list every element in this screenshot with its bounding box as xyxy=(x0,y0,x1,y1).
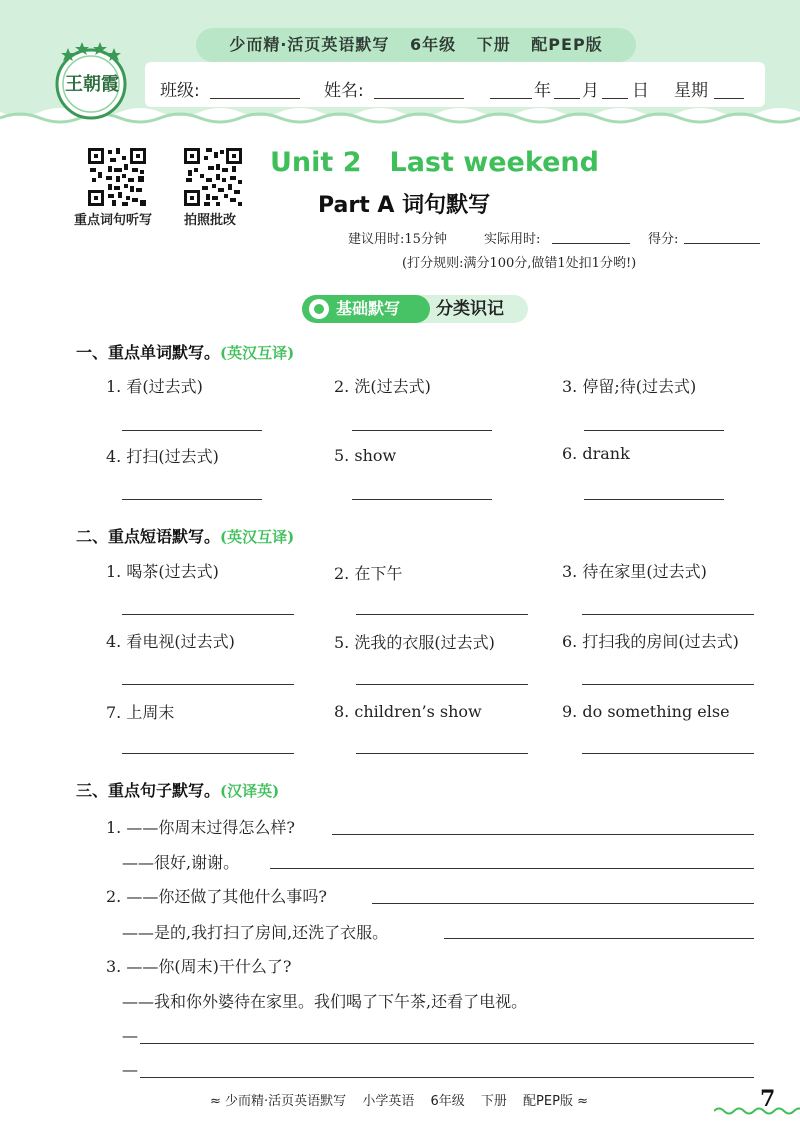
footer-edition: 配PEP版 ≈ xyxy=(523,1094,588,1109)
suggested-time: 建议用时:15分钟 xyxy=(348,232,447,247)
actual-time-label: 实际用时: xyxy=(484,232,541,247)
score-label: 得分: xyxy=(648,232,679,247)
footer-grade: 6年级 xyxy=(430,1094,465,1109)
answer-blank[interactable] xyxy=(582,614,754,615)
answer-blank[interactable] xyxy=(122,614,294,615)
answer-blank[interactable] xyxy=(444,938,754,939)
unit-number: Unit 2 xyxy=(270,147,362,178)
answer-blank[interactable] xyxy=(352,430,492,431)
score-field[interactable] xyxy=(684,243,760,244)
footer-subject: 小学英语 xyxy=(362,1094,415,1109)
class-field[interactable] xyxy=(210,98,300,99)
sentence-prompt: ——是的,我打扫了房间,还洗了衣服。 xyxy=(122,923,389,942)
footer-volume: 下册 xyxy=(480,1094,507,1109)
answer-blank[interactable] xyxy=(332,834,754,835)
badge-sub-label: 分类识记 xyxy=(436,299,504,319)
wave-decoration-icon xyxy=(714,1106,800,1116)
month-field[interactable] xyxy=(554,98,580,99)
phrase-item: 6. 打扫我的房间(过去式) xyxy=(562,632,739,651)
month-label: 月 xyxy=(582,81,599,101)
answer-blank[interactable] xyxy=(582,684,754,685)
series-banner xyxy=(196,28,636,62)
answer-blank[interactable] xyxy=(356,614,528,615)
sentence-prompt: 1. ——你周末过得怎么样? xyxy=(106,818,295,837)
section2-title xyxy=(76,524,294,547)
answer-blank[interactable] xyxy=(122,430,262,431)
phrase-item: 7. 上周末 xyxy=(106,703,175,722)
answer-blank[interactable] xyxy=(122,499,262,500)
year-field[interactable] xyxy=(490,98,532,99)
qr-caption-dictation: 重点词句听写 xyxy=(74,213,153,228)
answer-blank[interactable] xyxy=(582,753,754,754)
week-field[interactable] xyxy=(714,98,744,99)
answer-blank[interactable] xyxy=(584,499,724,500)
answer-blank[interactable] xyxy=(122,684,294,685)
section1-hint: (英汉互译) xyxy=(220,344,295,362)
answer-blank[interactable] xyxy=(352,499,492,500)
name-field[interactable] xyxy=(374,98,464,99)
word-item: 1. 看(过去式) xyxy=(106,377,203,396)
day-field[interactable] xyxy=(602,98,628,99)
phrase-item: 8. children’s show xyxy=(334,702,482,721)
sentence-prompt: 3. ——你(周末)干什么了? xyxy=(106,957,292,976)
series-edition: 配PEP版 xyxy=(531,35,603,54)
phrase-item: 2. 在下午 xyxy=(334,564,403,583)
year-label: 年 xyxy=(534,81,551,101)
word-item: 3. 停留;待(过去式) xyxy=(562,377,697,396)
sentence-prompt: ——很好,谢谢。 xyxy=(122,853,240,872)
sentence-prompt: ——我和你外婆待在家里。我们喝了下午茶,还看了电视。 xyxy=(122,992,528,1011)
student-info-row xyxy=(160,76,760,102)
day-label: 日 xyxy=(632,81,649,101)
phrase-item: 1. 喝茶(过去式) xyxy=(106,562,219,581)
answer-blank[interactable] xyxy=(140,1043,754,1044)
word-item: 6. drank xyxy=(562,444,630,463)
qr-code-icon[interactable] xyxy=(88,148,146,206)
footer-series-name: ≈ 少而精·活页英语默写 xyxy=(210,1094,347,1109)
page-number: 7 xyxy=(760,1086,776,1112)
series-name: 少而精·活页英语默写 xyxy=(229,35,390,54)
phrase-item: 3. 待在家里(过去式) xyxy=(562,562,707,581)
qr-code-icon[interactable] xyxy=(184,148,242,206)
answer-blank[interactable] xyxy=(140,1077,754,1078)
qr-caption-photo-grading: 拍照批改 xyxy=(184,213,237,228)
sentence-prompt: 2. ——你还做了其他什么事吗? xyxy=(106,887,327,906)
word-item: 2. 洗(过去式) xyxy=(334,377,431,396)
badge-main-label: 基础默写 xyxy=(302,295,430,323)
footer-series xyxy=(204,1090,594,1109)
answer-dash: — xyxy=(122,1060,138,1079)
section2-heading: 二、重点短语默写。 xyxy=(76,527,221,546)
phrase-item: 5. 洗我的衣服(过去式) xyxy=(334,633,495,652)
answer-blank[interactable] xyxy=(122,753,294,754)
series-grade: 6年级 xyxy=(409,35,457,54)
word-item: 5. show xyxy=(334,446,397,465)
section1-heading: 一、重点单词默写。 xyxy=(76,343,221,362)
medal-icon xyxy=(309,299,329,319)
section3-title xyxy=(76,778,279,801)
word-item: 4. 打扫(过去式) xyxy=(106,447,219,466)
phrase-item: 4. 看电视(过去式) xyxy=(106,632,235,651)
answer-blank[interactable] xyxy=(356,684,528,685)
name-label: 姓名: xyxy=(324,81,364,101)
unit-topic: Last weekend xyxy=(389,147,599,178)
section3-heading: 三、重点句子默写。 xyxy=(76,781,221,800)
week-label: 星期 xyxy=(674,81,708,101)
series-volume: 下册 xyxy=(476,35,511,54)
unit-title xyxy=(270,147,599,178)
answer-blank[interactable] xyxy=(356,753,528,754)
section1-title xyxy=(76,340,294,363)
class-label: 班级: xyxy=(160,81,200,101)
answer-dash: — xyxy=(122,1026,138,1045)
answer-blank[interactable] xyxy=(270,868,754,869)
scoring-rule: (打分规则:满分100分,做错1处扣1分哟!) xyxy=(402,256,637,271)
phrase-item: 9. do something else xyxy=(562,702,730,721)
actual-time-field[interactable] xyxy=(552,243,630,244)
part-title: Part A 词句默写 xyxy=(318,193,491,218)
brand-logo-text: 王朝霞 xyxy=(65,74,119,95)
answer-blank[interactable] xyxy=(584,430,724,431)
section3-hint: (汉译英) xyxy=(220,782,280,800)
answer-blank[interactable] xyxy=(372,903,754,904)
section2-hint: (英汉互译) xyxy=(220,528,295,546)
